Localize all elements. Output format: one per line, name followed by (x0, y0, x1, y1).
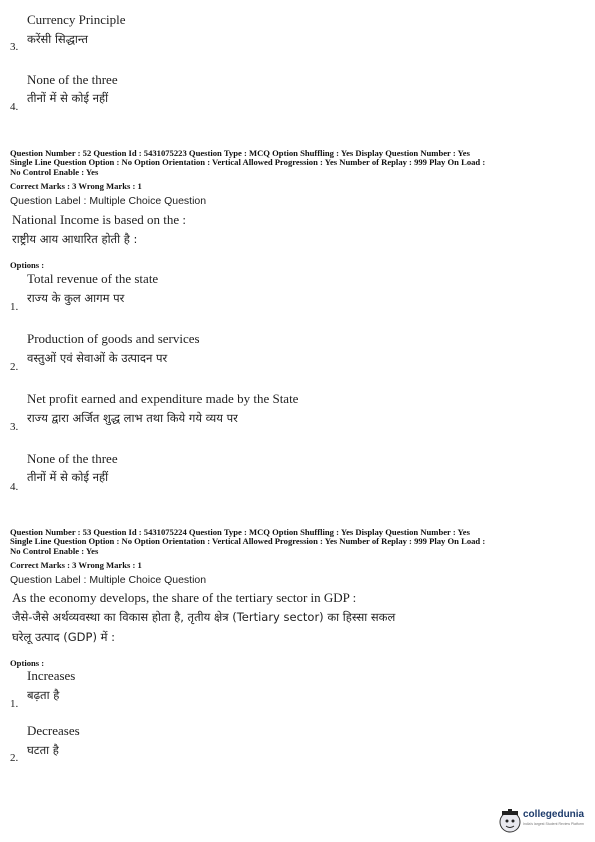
q52-meta (10, 149, 485, 177)
q52-options-heading: Options : (10, 260, 45, 270)
q53-option-2-number: 2. (10, 752, 19, 764)
q52-option-1-hi: राज्य के कुल आगम पर (27, 291, 125, 305)
q52-question-text-hi: राष्ट्रीय आय आधारित होती है : (12, 232, 138, 246)
q52-option-3-en: Net profit earned and expenditure made by the State (27, 391, 299, 406)
q53-option-2-hi: घटता है (27, 743, 59, 757)
logo-tagline: India's largest Student Review Platform (523, 822, 584, 826)
q53-option-1-hi: बढ़ता है (27, 688, 60, 702)
q52-option-2-en: Production of goods and services (27, 331, 200, 346)
q52-option-3-hi: राज्य द्वारा अर्जित शुद्ध लाभ तथा किये गये व्यय पर (27, 411, 238, 425)
prev-option-4-en: None of the three (27, 72, 118, 87)
logo-mascot-icon (498, 808, 522, 834)
prev-option-3-number: 3. (10, 41, 19, 53)
q52-meta-line-3: No Control Enable : Yes (10, 166, 99, 177)
q52-option-4-number: 4. (10, 481, 19, 493)
q52-option-1-number: 1. (10, 301, 19, 313)
q52-option-2-hi: वस्तुओं एवं सेवाओं के उत्पादन पर (27, 351, 168, 365)
q53-question-text-en: As the economy develops, the share of the tertiary sector in GDP : (12, 590, 357, 605)
q52-question-label: Question Label : Multiple Choice Question (10, 195, 207, 207)
q53-options-heading: Options : (10, 658, 45, 668)
q52-option-4-en: None of the three (27, 451, 118, 466)
q53-option-2-en: Decreases (27, 723, 80, 738)
q52-meta-line-1: Question Number : 52 Question Id : 5431075223 Question Type : MCQ Option Shuffling : Yes Display Question Number : Yes (10, 148, 470, 158)
q53-marks: Correct Marks : 3 Wrong Marks : 1 (10, 560, 142, 570)
q52-question-text-en: National Income is based on the : (12, 212, 187, 227)
prev-option-3-en: Currency Principle (27, 12, 126, 27)
collegedunia-logo (498, 806, 590, 836)
logo-name: collegedunia (523, 809, 585, 820)
q53-question-text-hi-line-2: घरेलू उत्पाद (GDP) में : (12, 630, 116, 644)
prev-option-4-hi: तीनों में से कोई नहीं (27, 91, 109, 105)
q53-meta-line-1: Question Number : 53 Question Id : 5431075224 Question Type : MCQ Option Shuffling : Yes Display Question Number : Yes (10, 527, 470, 537)
prev-option-4-number: 4. (10, 101, 19, 113)
q53-meta-line-3: No Control Enable : Yes (10, 545, 99, 556)
q53-option-1-number: 1. (10, 698, 19, 710)
q53-option-1-en: Increases (27, 668, 76, 683)
q52-option-1-en: Total revenue of the state (27, 271, 159, 286)
q53-meta-line-2: Single Line Question Option : No Option Orientation : Vertical Allowed Progression : Yes Number of Replay : 999 Play On Load : (10, 536, 486, 547)
q52-meta-line-2: Single Line Question Option : No Option Orientation : Vertical Allowed Progression : Yes Number of Replay : 999 Play On Load : (10, 157, 486, 168)
q52-option-4-hi: तीनों में से कोई नहीं (27, 470, 109, 484)
q53-question-label: Question Label : Multiple Choice Question (10, 574, 207, 586)
q52-marks: Correct Marks : 3 Wrong Marks : 1 (10, 181, 142, 191)
q52-option-2-number: 2. (10, 361, 19, 373)
q53-meta (10, 528, 485, 556)
prev-option-3-hi: करेंसी सिद्धान्त (27, 32, 88, 46)
q53-question-text-hi-line-1: जैसे-जैसे अर्थव्यवस्था का विकास होता है, तृतीय क्षेत्र (Tertiary sector) का हिस्सा सकल (12, 610, 396, 624)
q52-option-3-number: 3. (10, 421, 19, 433)
